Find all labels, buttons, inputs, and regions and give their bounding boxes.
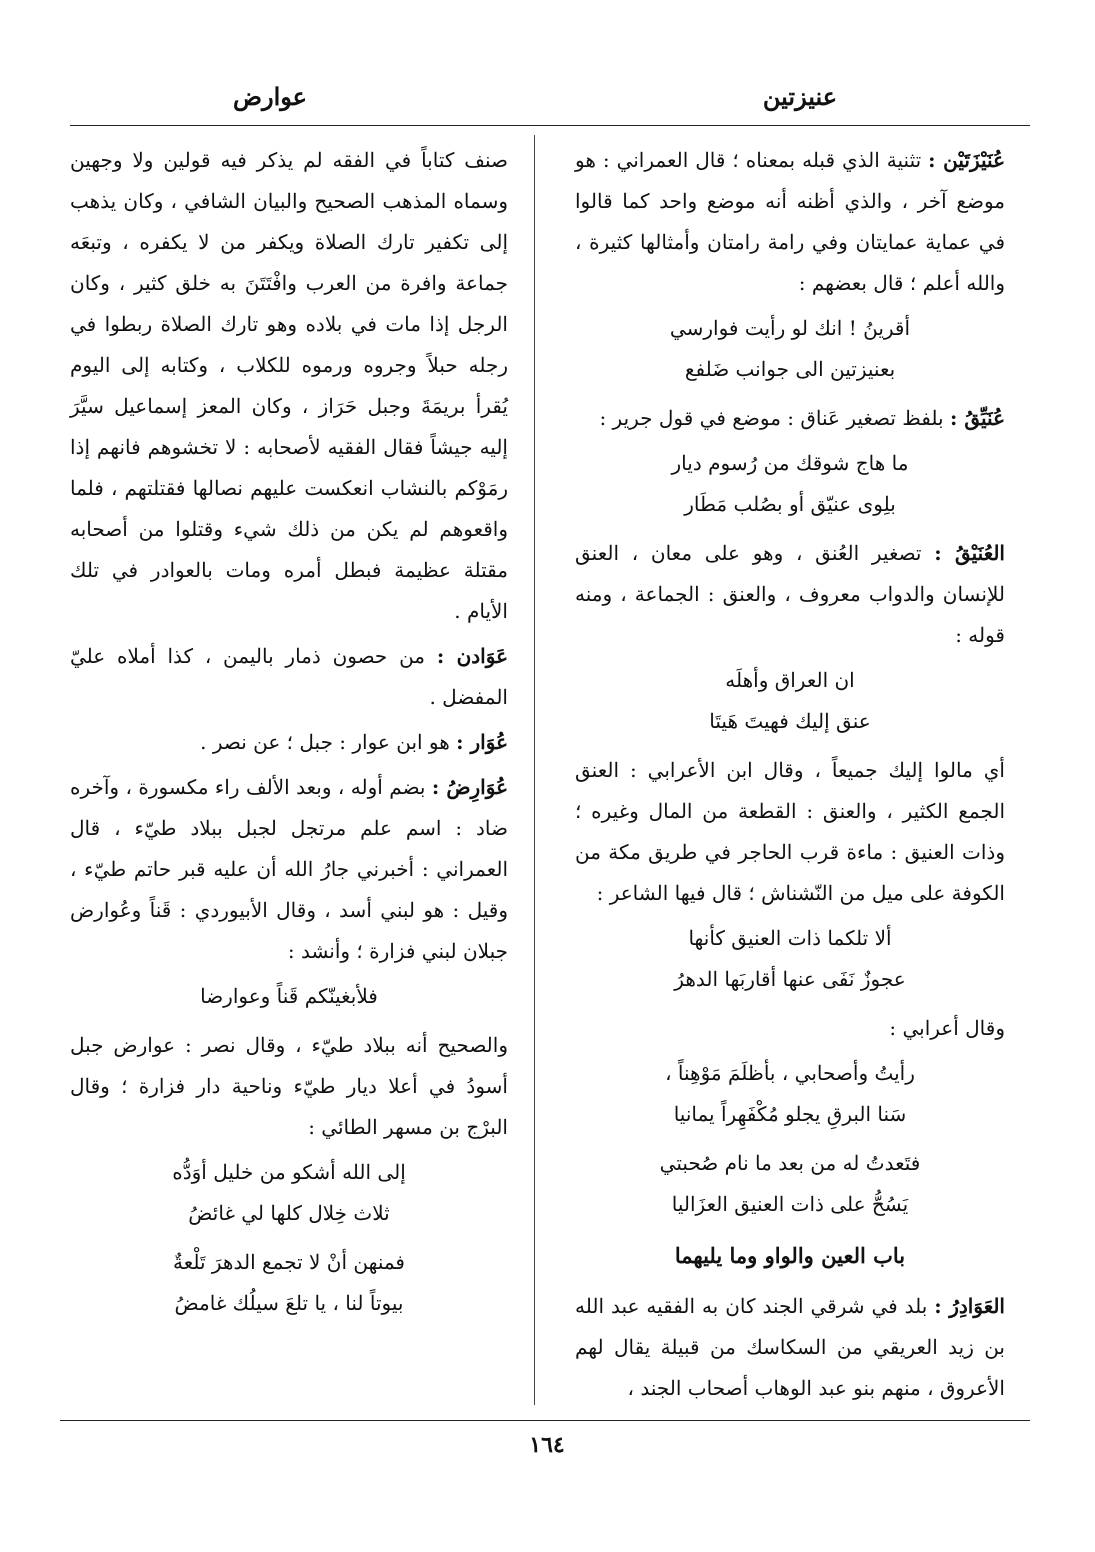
entry-text: بلد في شرقي الجند كان به الفقيه عبد الله بن زيد العريقي من السكاسك من قبيلة يقال لهم الأعروق ، منهم بنو عبد الوهاب أصحاب الجند ،: [575, 1294, 1005, 1400]
verse-line: ان العراق وأهلَه: [725, 668, 855, 692]
entry-text: تثنية الذي قبله بمعناه ؛ قال العمراني : هو موضع آخر ، والذي أظنه أنه موضع واحد كما قالوا في عماية عمايتان وفي رامة رامتان وأمثالها كثيرة ، والله أعلم ؛ قال بعضهم :: [575, 148, 1005, 295]
verse-line: بلِوى عنيّق أو بصُلب مَطَار: [684, 492, 896, 516]
verse: [70, 976, 508, 1017]
verse-line: ألا تلكما ذات العنيق كأنها: [688, 926, 892, 950]
header-left-title: عوارض: [233, 82, 307, 111]
verse: [575, 1053, 1005, 1135]
entry-continuation: [575, 1008, 1005, 1049]
verse: [70, 1242, 508, 1324]
entry-continuation: [575, 750, 1005, 914]
verse-line: أقرينُ ! انك لو رأيت فوارسي: [669, 316, 911, 340]
verse-line: بعنيزتين الى جوانب ضَلفع: [684, 357, 896, 381]
verse-line: عجوزٌ نَفَى عنها أقاربَها الدهرُ: [674, 967, 906, 991]
entry-text: هو ابن عوار : جبل ؛ عن نصر .: [200, 730, 450, 754]
entry-uwar: [70, 722, 508, 763]
entry-text: بضم أوله ، وبعد الألف راء مكسورة ، وآخره ضاد : اسم علم مرتجل لجبل ببلاد طيّء ، قال العمراني : أخبرني جارُ الله أن عليه قبر حاتم طيّء ، وقيل : هو لبني أسد ، وقال الأبيوردي : قَناً وعُوارض جبلان لبني فزارة ؛ وأنشد :: [70, 775, 508, 963]
verse-line: رأيتُ وأصحابي ، بأظلَمَ مَوْهِناً ،: [665, 1061, 915, 1085]
verse-line: فمنهن أنْ لا تجمع الدهرَ تَلْعةٌ: [172, 1250, 405, 1274]
verse-line: فتَعدتُ له من بعد ما نام صُحبتي: [659, 1151, 921, 1175]
column-divider: [534, 135, 535, 1405]
entry-headword: عُوَار :: [456, 730, 508, 754]
entry-continuation: [70, 1025, 508, 1148]
verse-line: فلأبغينّكم قَناً وعوارضا: [200, 984, 378, 1008]
verse-line: عنق إليك فهيتَ هَيتَا: [709, 709, 871, 733]
entry-headword: عُنَيْزَتَيْن :: [928, 148, 1006, 172]
right-column: [575, 140, 1005, 1413]
top-rule: [70, 125, 1030, 126]
bottom-rule: [60, 1420, 1030, 1421]
entry-text: وقال أعرابي :: [889, 1016, 1005, 1040]
header-right-title: عنيزتين: [762, 82, 838, 111]
entry-headword: العَوَادِرُ :: [934, 1294, 1005, 1318]
verse: [575, 660, 1005, 742]
page-number: ١٦٤: [529, 1432, 565, 1458]
verse-line: ما هاج شوقك من رُسوم ديار: [671, 451, 909, 475]
entry-text: صنف كتاباً في الفقه لم يذكر فيه قولين ولا وجهين وسماه المذهب الصحيح والبيان الشافي ، وكان يذهب إلى تكفير تارك الصلاة ويكفر من لا يكفره ، وتبعَه جماعة وافرة من العرب وافْتَتَنَ به خلق كثير ، وكان الرجل إذا مات في بلاده وهو تارك الصلاة ربطوا في رجله حبلاً وجروه ورموه للكلاب ، وكتابه إلى اليوم يُقرأ بريمَةَ وجبل حَرَاز ، وكان المعز إسماعيل سيَّرَ إليه جيشاً فقال الفقيه لأصحابه : لا تخشوهم فانهم إذا رمَوْكم بالنشاب انعكست عليهم نصالها فقتلتهم ، فلما واقعوهم لم يكن من ذلك شيء وقتلوا من أصحابه مقتلة عظيمة فبطل أمره ومات بالعوادر في تلك الأيام .: [70, 148, 508, 623]
entry-al-awadir: [575, 1286, 1005, 1409]
entry-continuation: [70, 140, 508, 632]
entry-headword: عُنَيِّقُ :: [949, 406, 1005, 430]
entry-unayzatayn: [575, 140, 1005, 304]
entry-text: من حصون ذمار باليمن ، كذا أملاه عليّ المفضل .: [70, 644, 508, 709]
verse-line: إلى الله أشكو من خليل أوَدُّه: [172, 1160, 406, 1184]
entry-text: بلفظ تصغير عَناق : موضع في قول جرير :: [599, 406, 944, 430]
verse-line: ثلاث خِلال كلها لي غائضُ: [188, 1201, 390, 1225]
entry-headword: العُنَيْقُ :: [934, 541, 1005, 565]
section-title: باب العين والواو وما يليهما: [674, 1243, 906, 1268]
entry-headword: عَوَادن :: [436, 644, 508, 668]
entry-text: أي مالوا إليك جميعاً ، وقال ابن الأعرابي : العنق الجمع الكثير ، والعنق : القطعة من المال وغيره ؛ وذات العنيق : ماءة قرب الحاجر في طريق مكة من الكوفة على ميل من النّشناش ؛ قال فيها الشاعر :: [575, 758, 1005, 905]
verse: [575, 918, 1005, 1000]
verse: [575, 443, 1005, 525]
verse: [575, 308, 1005, 390]
verse-line: يَسُحُّ على ذات العنيق العزَاليا: [671, 1192, 909, 1216]
left-column: [70, 140, 508, 1332]
entry-uwarid: [70, 767, 508, 972]
verse-line: سَنا البرقِ يجلو مُكْفَهِراً يمانيا: [673, 1102, 907, 1126]
entry-text: تصغير العُنق ، وهو على معان ، العنق للإنسان والدواب معروف ، والعنق : الجماعة ، ومنه قوله :: [575, 541, 1005, 647]
entry-awadin: [70, 636, 508, 718]
entry-headword: عُوَارِضُ :: [431, 775, 508, 799]
entry-unayyiq: [575, 398, 1005, 439]
entry-text: والصحيح أنه ببلاد طيّء ، وقال نصر : عوارض جبل أسودُ في أعلا ديار طيّء وناحية دار فزارة ؛ وقال البرْج بن مسهر الطائي :: [70, 1033, 508, 1139]
verse: [70, 1152, 508, 1234]
entry-al-unayq: [575, 533, 1005, 656]
verse-line: بيوتاً لنا ، يا تلعَ سيلُك غامضُ: [174, 1291, 404, 1315]
verse: [575, 1143, 1005, 1225]
